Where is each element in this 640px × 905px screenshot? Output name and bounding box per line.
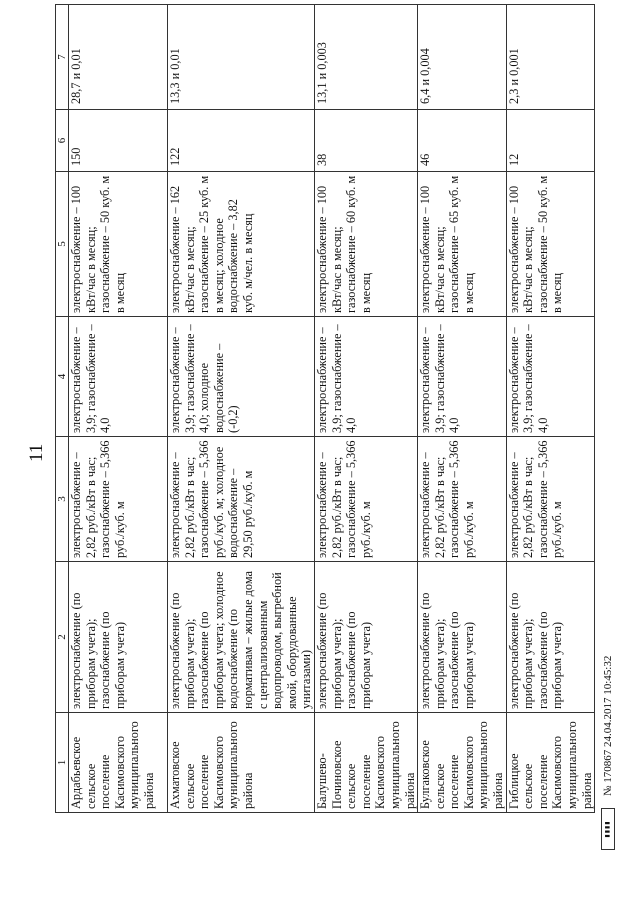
cell-settlement: Ахматовское сельское поселение Касимовского муниципального района	[168, 713, 315, 813]
cell-consumption: электроснабжение – 100 кВт/час в месяц; газоснабжение – 50 куб. м в месяц	[69, 172, 168, 317]
cell-consumption: электроснабжение – 162 кВт/час в месяц; газоснабжение – 25 куб. м в месяц; холодное водоснабжение – 3,82 куб. м/чел. в месяц	[168, 172, 315, 317]
cell-index: электроснабжение – 3,9; газоснабжение – 4,0	[69, 317, 168, 437]
cell-consumption: электроснабжение – 100 кВт/час в месяц; газоснабжение – 60 куб. м в месяц	[314, 172, 417, 317]
column-number: 5	[56, 172, 69, 317]
cell-tariffs: электроснабжение – 2,82 руб./кВт в час; газоснабжение – 5,366 руб./куб. м; холодное водоснабжение – 29,50 руб./куб. м	[168, 437, 315, 562]
column-number: 7	[56, 5, 69, 110]
registration-stamp	[598, 656, 618, 850]
cell-count: 12	[506, 110, 595, 172]
cell-count: 122	[168, 110, 315, 172]
column-number: 2	[56, 562, 69, 713]
column-number: 1	[56, 713, 69, 813]
tariff-table	[55, 5, 595, 813]
cell-index: электроснабжение – 3,9; газоснабжение – 4,0	[506, 317, 595, 437]
cell-services: электроснабжение (по приборам учета); газоснабжение (по приборам учета)	[314, 562, 417, 713]
cell-tariffs: электроснабжение – 2,82 руб./кВт в час; газоснабжение – 5,366 руб./куб. м	[506, 437, 595, 562]
cell-tariffs: электроснабжение – 2,82 руб./кВт в час; газоснабжение – 5,366 руб./куб. м	[418, 437, 507, 562]
cell-services: электроснабжение (по приборам учета); газоснабжение (по приборам учета)	[69, 562, 168, 713]
cell-count: 46	[418, 110, 507, 172]
cell-settlement: Гиблицкое сельское поселение Касимовского муниципального района	[506, 713, 595, 813]
cell-settlement: Балушево-Починовское сельское поселение Касимовского муниципального района	[314, 713, 417, 813]
cell-index: электроснабжение – 3,9; газоснабжение – 4,0	[314, 317, 417, 437]
stamp-text: № 170867 24.04.2017 10:45:32	[602, 655, 614, 796]
cell-share: 28,7 и 0,01	[69, 5, 168, 110]
column-number: 6	[56, 110, 69, 172]
cell-services: электроснабжение (по приборам учета); газоснабжение (по приборам учета; холодное водоснабжение (по нормативам – жилые дома с централизованным водопроводом, выгребной ямой, оборудованные унитазами)	[168, 562, 315, 713]
table-row	[69, 5, 168, 813]
cell-settlement: Ардабьевское сельское поселение Касимовского муниципального района	[69, 713, 168, 813]
table-row	[506, 5, 595, 813]
cell-tariffs: электроснабжение – 2,82 руб./кВт в час; газоснабжение – 5,366 руб./куб. м	[69, 437, 168, 562]
column-number: 3	[56, 437, 69, 562]
consultant-logo-icon: ▮▮▮▮	[601, 808, 615, 850]
cell-settlement: Булгаковское сельское поселение Касимовского муниципального района	[418, 713, 507, 813]
column-number-row	[56, 5, 69, 813]
page-number: 11	[26, 443, 47, 462]
cell-share: 6,4 и 0,004	[418, 5, 507, 110]
column-number: 4	[56, 317, 69, 437]
cell-index: электроснабжение – 3,9; газоснабжение – 4,0	[418, 317, 507, 437]
cell-services: электроснабжение (по приборам учета); газоснабжение (по приборам учета)	[418, 562, 507, 713]
cell-count: 38	[314, 110, 417, 172]
cell-consumption: электроснабжение – 100 кВт/час в месяц; газоснабжение – 65 куб. м в месяц	[418, 172, 507, 317]
cell-consumption: электроснабжение – 100 кВт/час в месяц; газоснабжение – 50 куб. м в месяц	[506, 172, 595, 317]
cell-share: 13,1 и 0,003	[314, 5, 417, 110]
cell-services: электроснабжение (по приборам учета); газоснабжение (по приборам учета)	[506, 562, 595, 713]
table-row	[168, 5, 315, 813]
cell-share: 2,3 и 0,001	[506, 5, 595, 110]
cell-count: 150	[69, 110, 168, 172]
table-row	[418, 5, 507, 813]
cell-share: 13,3 и 0,01	[168, 5, 315, 110]
cell-index: электроснабжение – 3,9; газоснабжение – 4,0; холодное водоснабжение – (-0,2)	[168, 317, 315, 437]
table-row	[314, 5, 417, 813]
cell-tariffs: электроснабжение – 2,82 руб./кВт в час; газоснабжение – 5,366 руб./куб. м	[314, 437, 417, 562]
